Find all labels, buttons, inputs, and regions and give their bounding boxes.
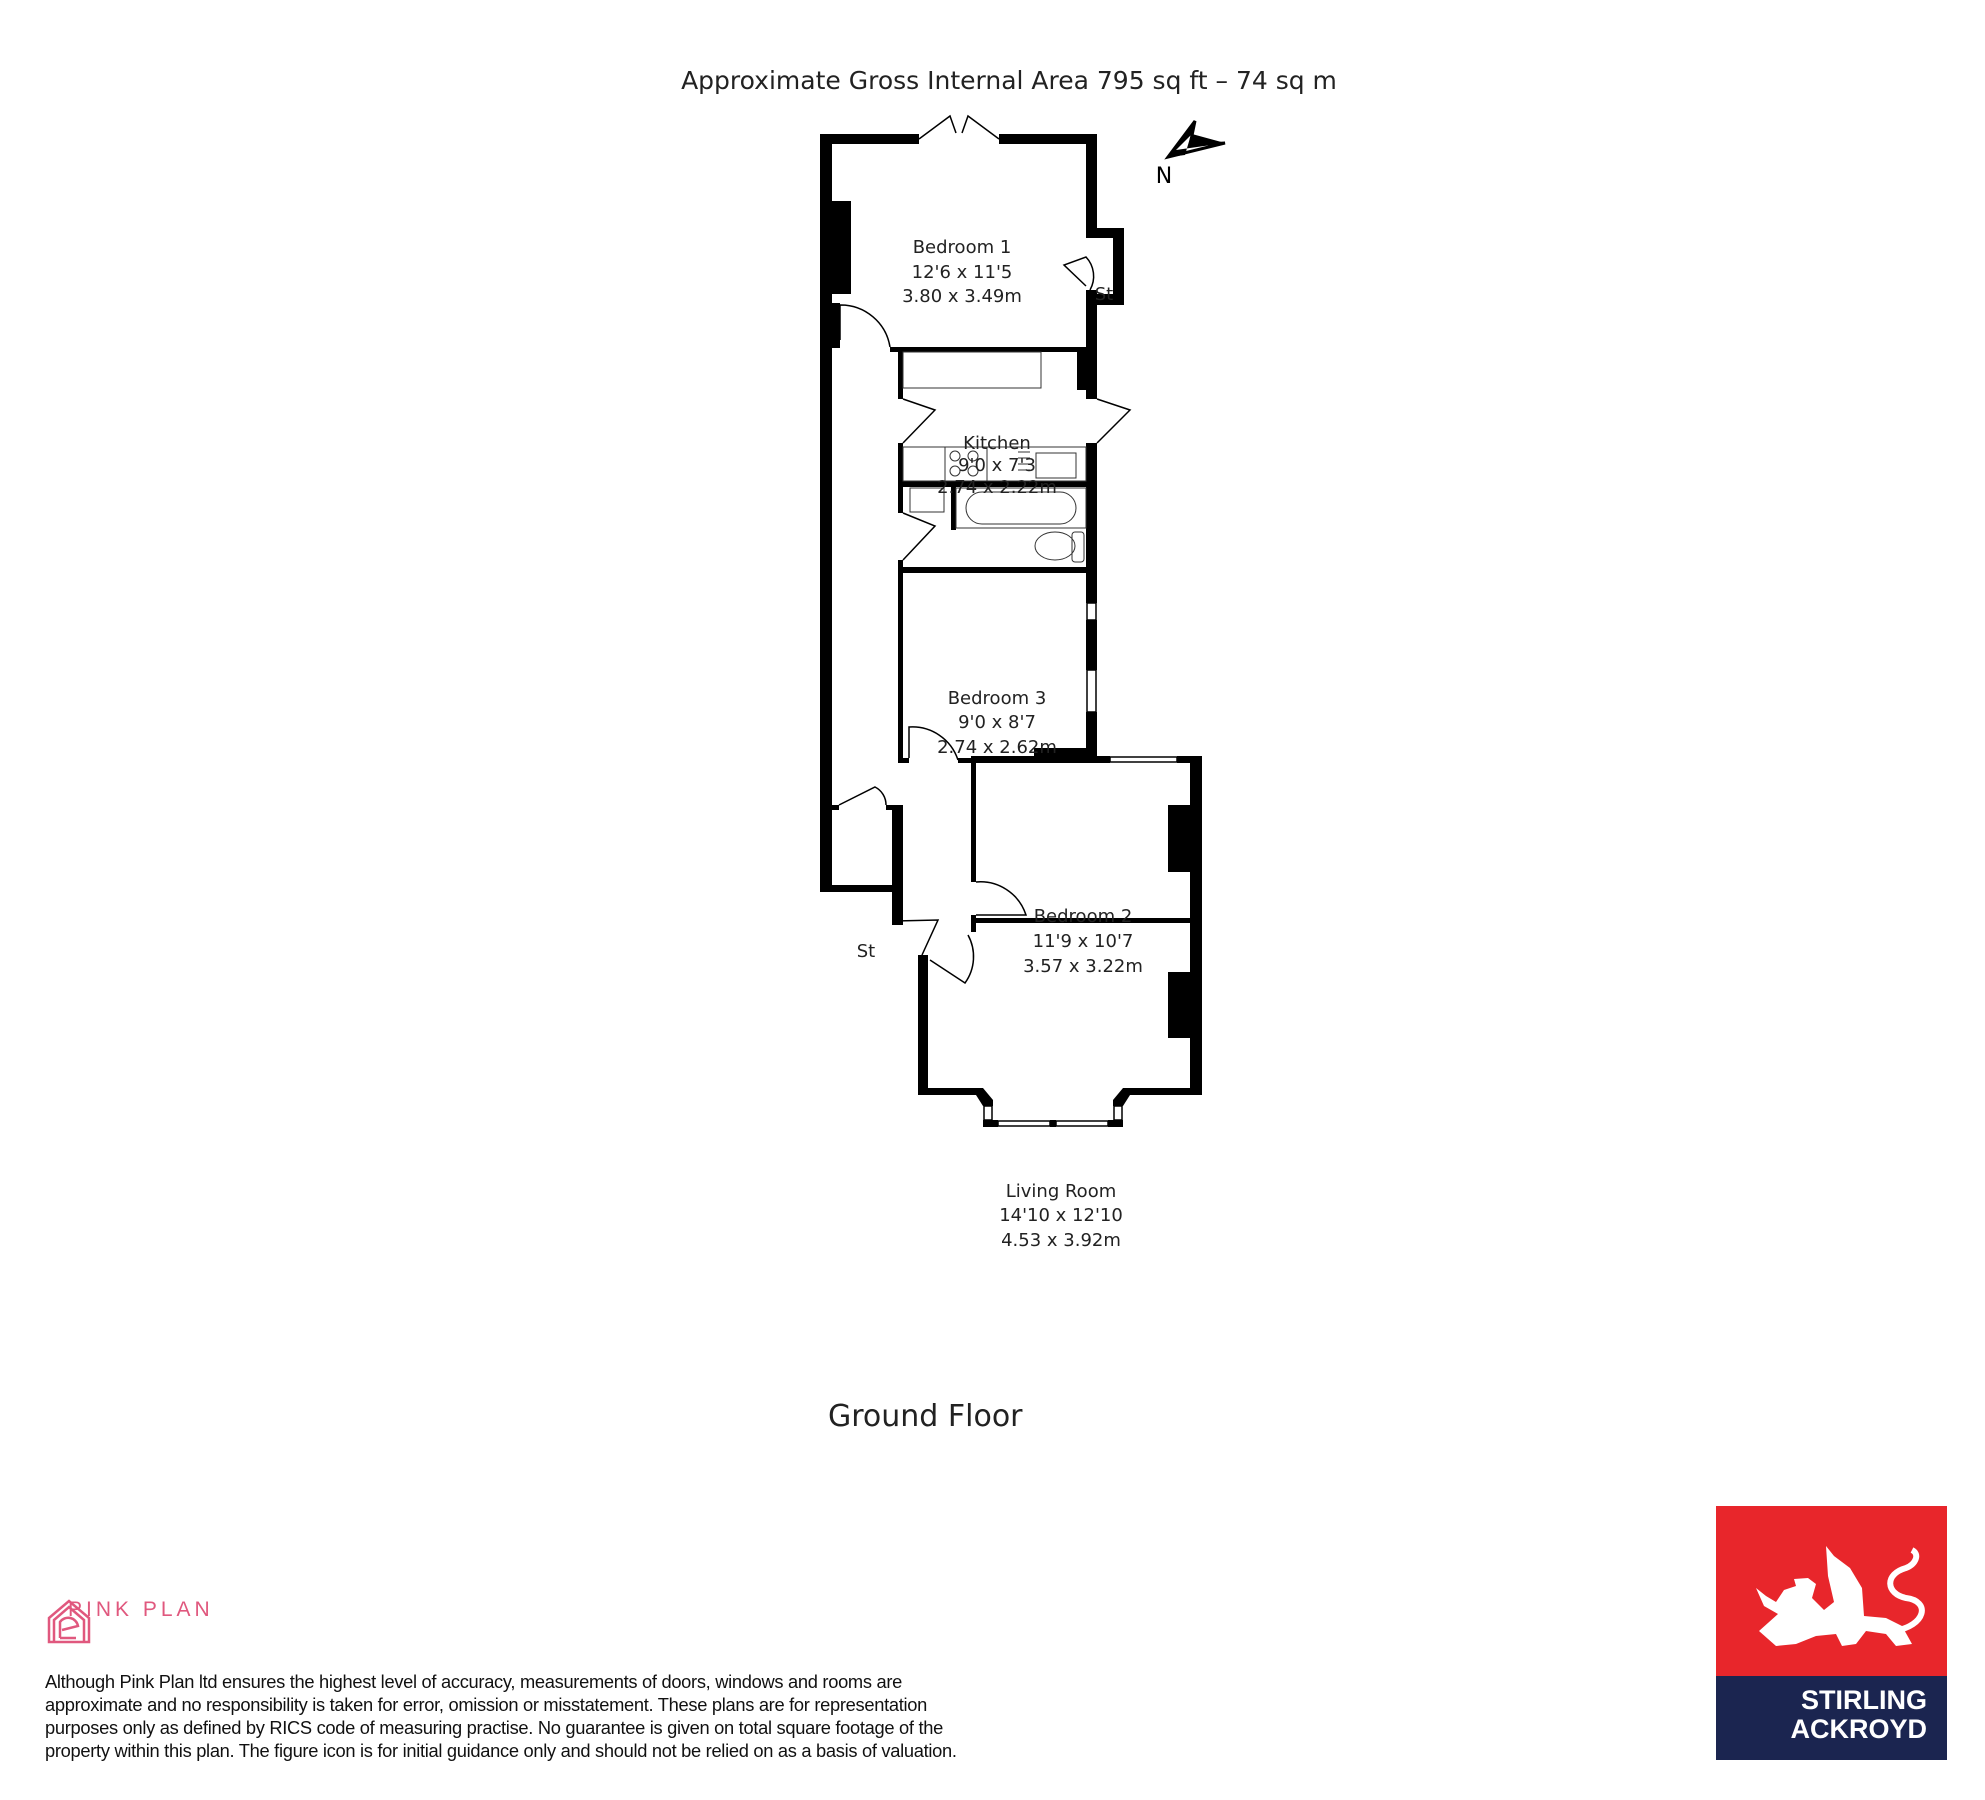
living-room-metric: 4.53 x 3.92m — [1001, 1230, 1121, 1251]
bedroom1-imperial: 12'6 x 11'5 — [911, 262, 1013, 283]
pink-plan-house-icon — [46, 1598, 92, 1644]
bedroom1-storage: St — [1094, 284, 1114, 305]
disclaimer-line: purposes only as defined by RICS code of measuring practise. No guarantee is given on total square footage of the — [45, 1717, 943, 1738]
logo-text-line2: ACKROYD — [1790, 1714, 1927, 1744]
kitchen-name: Kitchen — [963, 433, 1031, 454]
floor-label: Ground Floor — [828, 1399, 1023, 1434]
kitchen-metric: 2.74 x 2.22m — [937, 477, 1057, 498]
bedroom2-metric: 3.57 x 3.22m — [1023, 956, 1143, 977]
bedroom2-name: Bedroom 2 — [1033, 906, 1133, 927]
disclaimer-line: approximate and no responsibility is taken for error, omission or misstatement. These plans are for representation — [45, 1694, 928, 1715]
logo-red-panel — [1716, 1506, 1947, 1676]
compass-label: N — [1155, 164, 1173, 189]
bedroom1-name: Bedroom 1 — [912, 237, 1012, 258]
disclaimer-line: Although Pink Plan ltd ensures the highest level of accuracy, measurements of doors, windows and rooms are — [45, 1671, 903, 1692]
pink-plan-name: PINK PLAN — [68, 1598, 214, 1621]
bedroom2-imperial: 11'9 x 10'7 — [1032, 931, 1134, 952]
sink-icon — [1036, 453, 1076, 478]
windows — [984, 603, 1177, 1126]
bedroom3-name: Bedroom 3 — [947, 688, 1047, 709]
kitchen-imperial: 9'0 x 7'3 — [958, 455, 1036, 476]
stirling-ackroyd-logo — [1716, 1506, 1947, 1760]
bedroom3-imperial: 9'0 x 8'7 — [958, 712, 1036, 733]
toilet-icon — [1035, 532, 1075, 560]
north-arrow-icon — [1156, 121, 1225, 189]
griffin-icon — [1716, 1506, 1947, 1676]
living-room-imperial: 14'10 x 12'10 — [999, 1205, 1123, 1226]
living-room-name: Living Room — [1005, 1181, 1117, 1202]
bedroom3-metric: 2.74 x 2.62m — [937, 737, 1057, 758]
pink-plan-brand — [46, 1598, 214, 1622]
hall-storage: St — [856, 941, 876, 962]
disclaimer-line: property within this plan. The figure icon is for initial guidance only and should not be relied on as a basis of valuation. — [45, 1740, 957, 1761]
logo-text-line1: STIRLING — [1801, 1685, 1927, 1715]
logo-navy-panel — [1716, 1676, 1947, 1760]
bedroom1-metric: 3.80 x 3.49m — [902, 286, 1022, 307]
area-title: Approximate Gross Internal Area 795 sq ft – 74 sq m — [681, 66, 1337, 95]
disclaimer — [45, 1670, 957, 1762]
